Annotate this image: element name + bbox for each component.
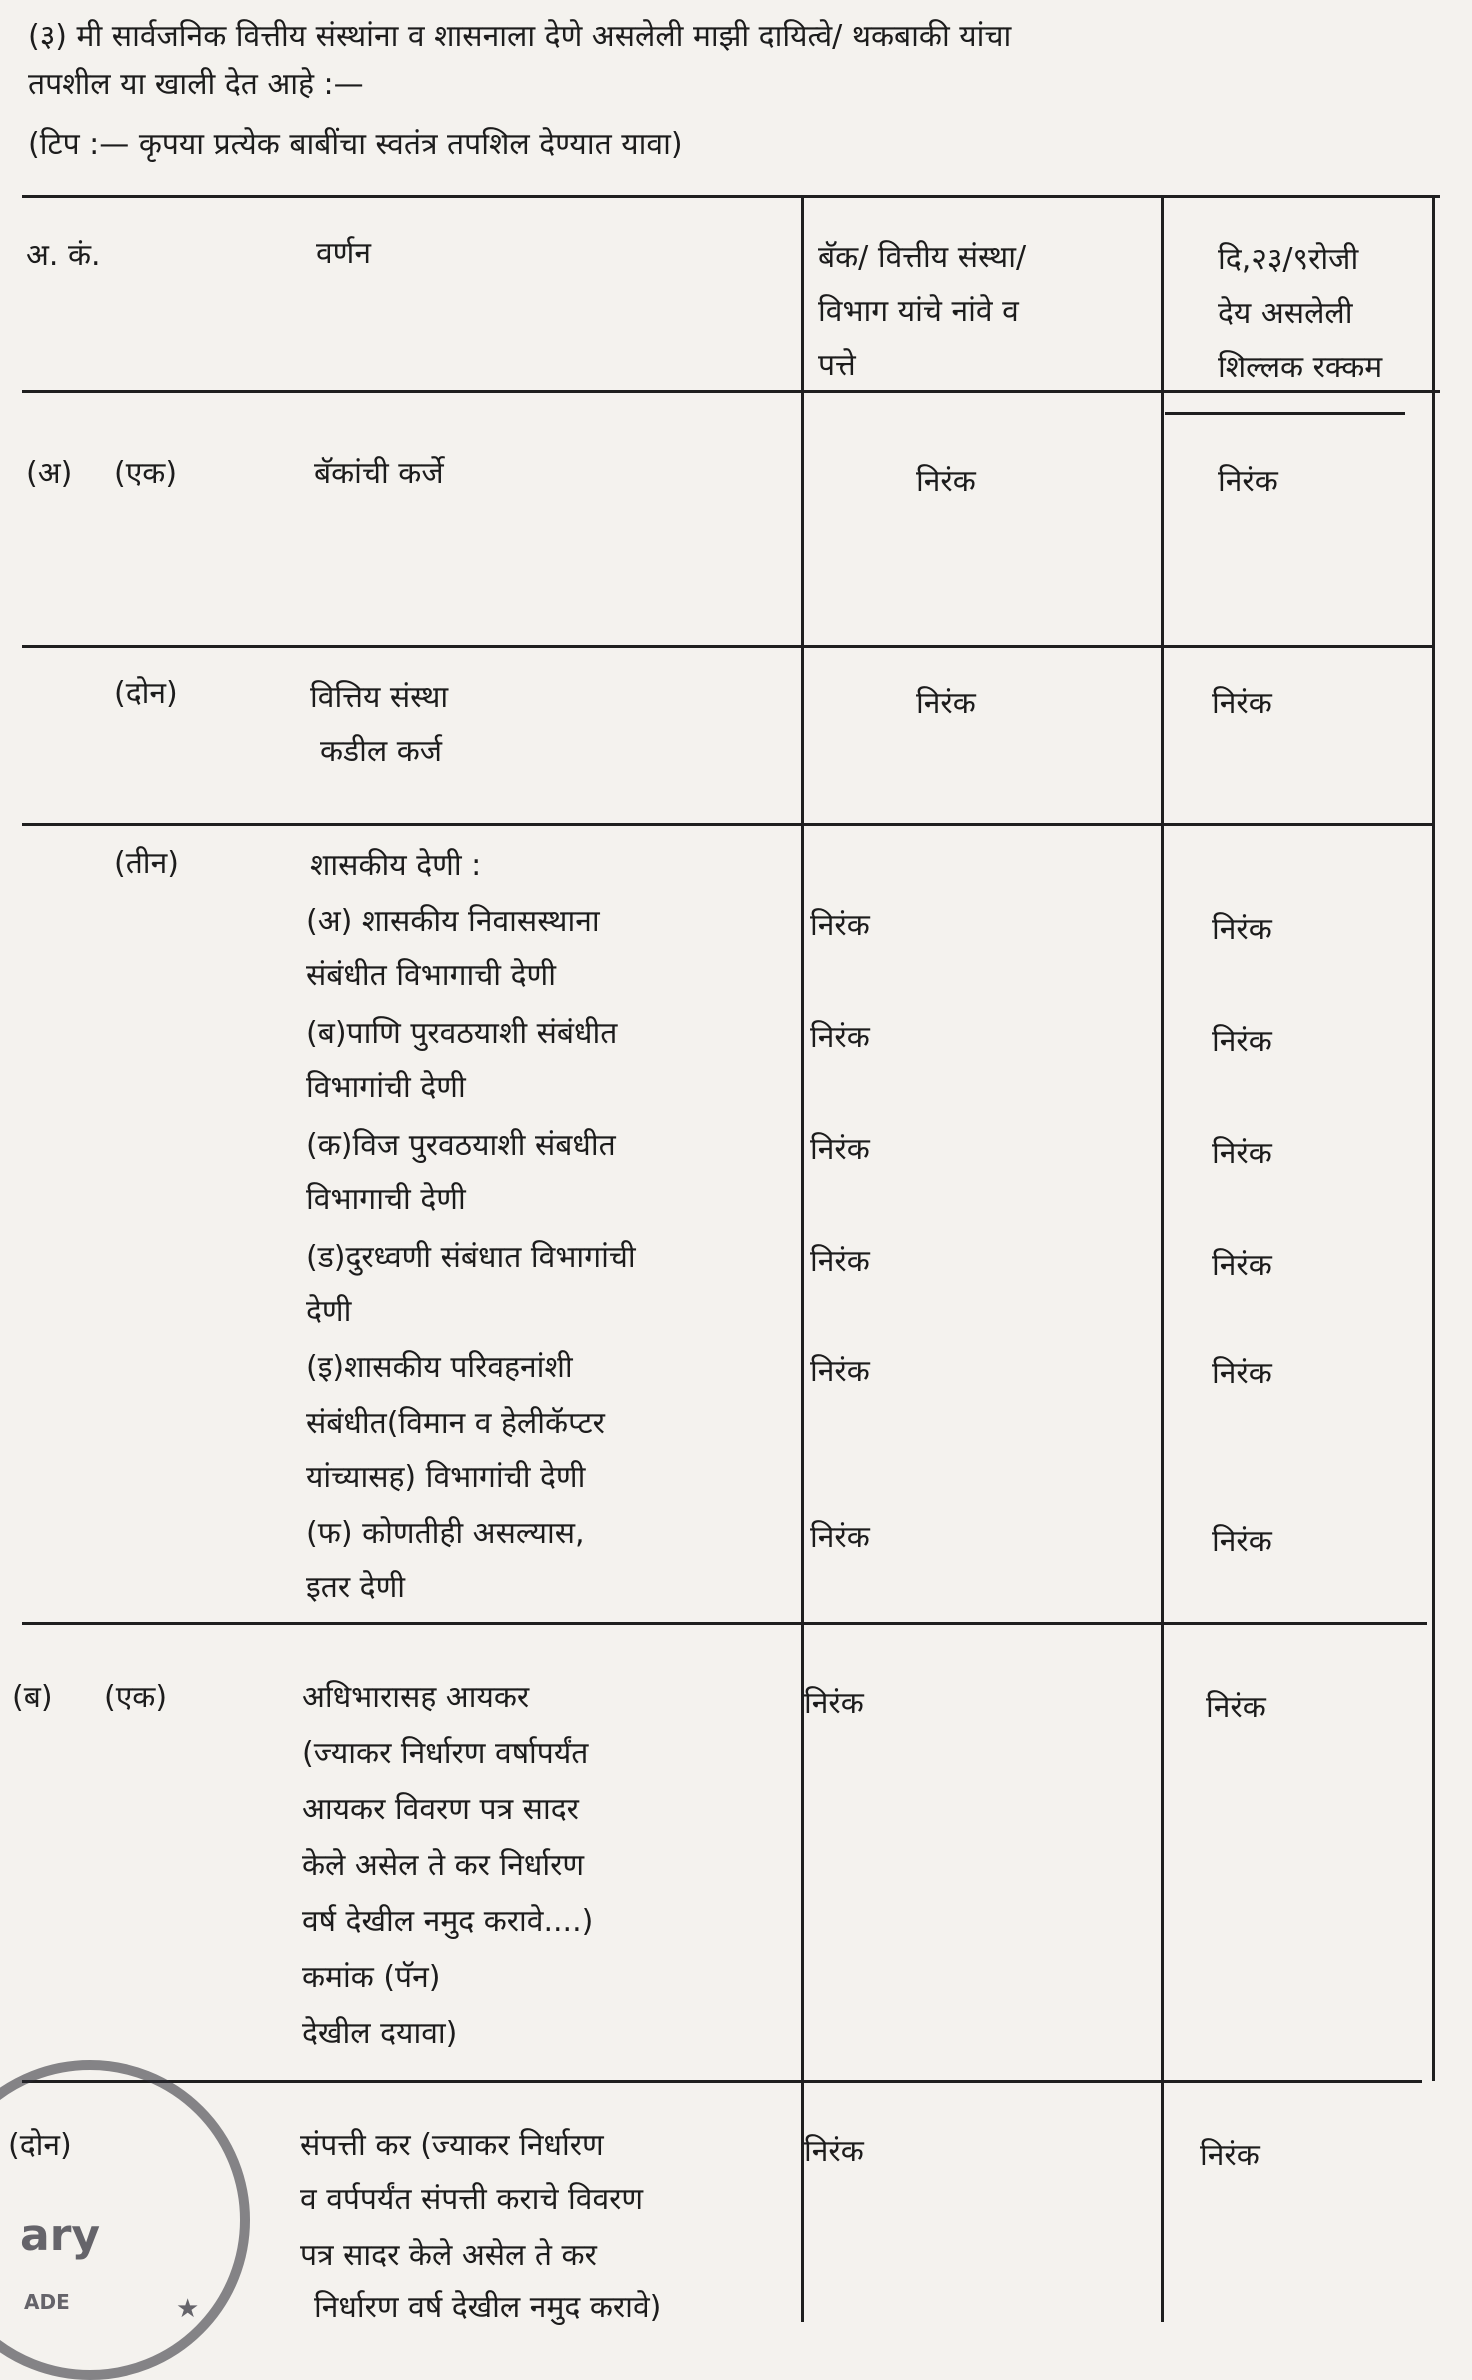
row-a3-item-b-bank-value: निरंक	[810, 1020, 870, 1055]
row-a2-description-line-1: वित्तिय संस्था	[310, 680, 449, 715]
column-header-description: वर्णन	[316, 236, 372, 271]
row-b1-description-line-3: आयकर विवरण पत्र सादर	[302, 1792, 579, 1827]
row-a3-item-f-line-2: इतर देणी	[306, 1570, 406, 1605]
row-a1-description: बॅकांची कर्जे	[314, 456, 444, 491]
column-divider-bank	[801, 195, 804, 2322]
row-divider-2	[22, 823, 1432, 826]
column-header-amount-line-3: शिल्लक रक्कम	[1218, 350, 1383, 385]
row-b1-bank-value: निरंक	[804, 1686, 864, 1721]
row-a3-item-d-amount-value: निरंक	[1212, 1248, 1272, 1283]
row-b2-amount-value: निरंक	[1200, 2138, 1260, 2173]
header-line-1: (३) मी सार्वजनिक वित्तीय संस्थांना व शासनाला देणे असलेली माझी दायित्वे/ थकबाकी यांचा	[28, 19, 1012, 54]
column-divider-amount	[1161, 195, 1164, 2322]
section-label-b: (ब)	[12, 1680, 53, 1715]
row-b1-description-line-7: देखील दयावा)	[302, 2016, 458, 2051]
row-a3-item-a-bank-value: निरंक	[810, 908, 870, 943]
row-a3-item-c-line-2: विभागाची देणी	[306, 1182, 466, 1217]
column-header-amount-line-1: दि,२३/९रोजी	[1218, 242, 1359, 277]
row-a3-item-a-line-1: (अ) शासकीय निवासस्थाना	[306, 904, 600, 939]
row-a3-item-b-line-1: (ब)पाणि पुरवठयाशी संबंधीत	[306, 1016, 618, 1051]
row-a3-item-d-line-1: (ड)दुरध्वणी संबंधात विभागांची	[306, 1240, 636, 1275]
row-a3-item-f-amount-value: निरंक	[1212, 1524, 1272, 1559]
row-a3-item-b-line-2: विभागांची देणी	[306, 1070, 466, 1105]
header-line-2: तपशील या खाली देत आहे :—	[28, 67, 364, 102]
row-a2-bank-value: निरंक	[916, 686, 976, 721]
row-a3-item-b-amount-value: निरंक	[1212, 1024, 1272, 1059]
row-divider-4	[22, 2080, 1422, 2083]
column-header-bank-line-1: बॅक/ वित्तीय संस्था/	[818, 240, 1027, 275]
row-a3-item-d-line-2: देणी	[306, 1294, 352, 1329]
row-a3-item-e-amount-value: निरंक	[1212, 1356, 1272, 1391]
row-b2-description-line-1: संपत्ती कर (ज्याकर निर्धारण	[300, 2128, 604, 2163]
row-b1-description-line-6: कमांक (पॅन)	[302, 1960, 441, 1995]
row-a2-number: (दोन)	[114, 676, 178, 711]
column-header-sr: अ. कं.	[26, 238, 101, 273]
column-header-amount-line-2: देय असलेली	[1218, 296, 1353, 331]
table-border-right	[1432, 195, 1435, 2081]
row-a3-item-f-bank-value: निरंक	[810, 1520, 870, 1555]
amount-underline	[1165, 412, 1405, 415]
row-b2-bank-value: निरंक	[804, 2134, 864, 2169]
row-a3-item-c-bank-value: निरंक	[810, 1132, 870, 1167]
stamp-text-small: ADE	[24, 2290, 70, 2314]
row-b2-number: (दोन)	[8, 2128, 72, 2163]
stamp-text-large: ary	[20, 2210, 101, 2261]
column-header-bank-line-2: विभाग यांचे नांवे व	[818, 294, 1019, 329]
row-a3-item-e-bank-value: निरंक	[810, 1354, 870, 1389]
header-line-3: (टिप :— कृपया प्रत्येक बाबींचा स्वतंत्र तपशिल देण्यात यावा)	[28, 127, 683, 162]
row-a3-item-d-bank-value: निरंक	[810, 1244, 870, 1279]
table-border-top	[22, 195, 1440, 198]
row-a1-number: (एक)	[114, 456, 178, 491]
row-a2-amount-value: निरंक	[1212, 686, 1272, 721]
row-divider-1	[22, 645, 1432, 648]
row-b1-description-line-2: (ज्याकर निर्धारण वर्षापर्यंत	[302, 1736, 589, 1771]
stamp-star-icon: ★	[176, 2294, 200, 2324]
row-a3-item-c-amount-value: निरंक	[1212, 1136, 1272, 1171]
row-b2-description-line-3: पत्र सादर केले असेल ते कर	[300, 2238, 597, 2273]
section-label-a: (अ)	[26, 456, 73, 491]
row-a3-item-e-line-1: (इ)शासकीय परिवहनांशी	[306, 1350, 573, 1385]
row-b1-description-line-5: वर्ष देखील नमुद करावे....)	[302, 1904, 594, 1939]
row-a3-number: (तीन)	[114, 846, 179, 881]
row-a2-description-line-2: कडील कर्ज	[320, 734, 443, 769]
row-b2-description-line-2: व वर्पपर्यंत संपत्ती कराचे विवरण	[300, 2182, 644, 2217]
row-a3-title: शासकीय देणी :	[310, 848, 482, 883]
row-b1-description-line-1: अधिभारासह आयकर	[302, 1680, 530, 1715]
row-b2-description-line-4: निर्धारण वर्ष देखील नमुद करावे)	[314, 2290, 662, 2325]
row-b1-description-line-4: केले असेल ते कर निर्धारण	[302, 1848, 585, 1883]
row-b1-number: (एक)	[104, 1680, 168, 1715]
row-a3-item-a-line-2: संबंधीत विभागाची देणी	[306, 958, 556, 993]
row-a3-item-e-line-3: यांच्यासह) विभागांची देणी	[306, 1460, 586, 1495]
row-b1-amount-value: निरंक	[1206, 1690, 1266, 1725]
row-a3-item-a-amount-value: निरंक	[1212, 912, 1272, 947]
row-a3-item-e-line-2: संबंधीत(विमान व हेलीकॅप्टर	[306, 1406, 605, 1441]
table-header-divider	[22, 390, 1440, 393]
row-a3-item-f-line-1: (फ) कोणतीही असल्यास,	[306, 1516, 585, 1551]
row-a3-item-c-line-1: (क)विज पुरवठयाशी संबधीत	[306, 1128, 616, 1163]
row-a1-amount-value: निरंक	[1218, 464, 1278, 499]
column-header-bank-line-3: पत्ते	[818, 348, 856, 383]
row-a1-bank-value: निरंक	[916, 464, 976, 499]
row-divider-3	[22, 1622, 1427, 1625]
